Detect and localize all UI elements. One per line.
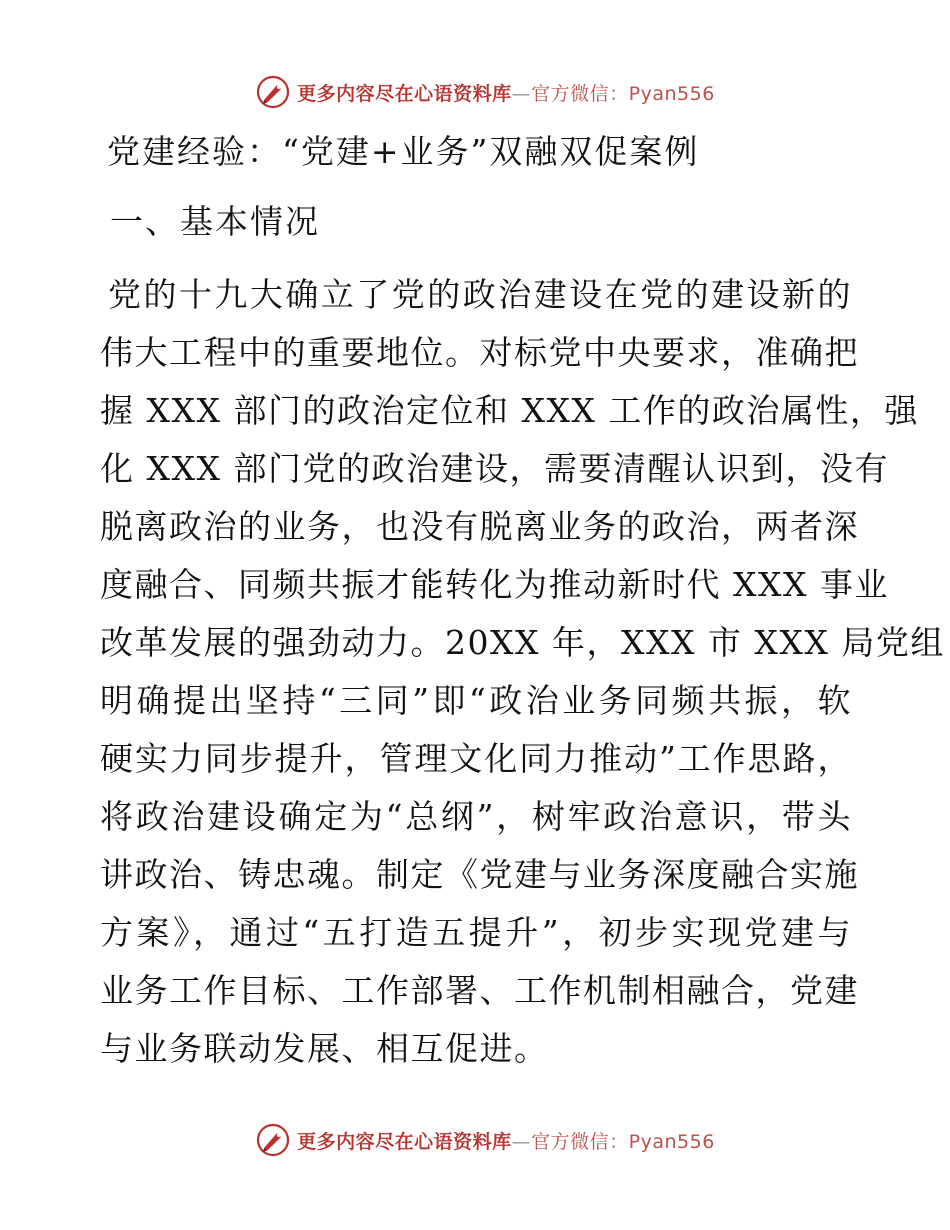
document-title: 党建经验：“党建+业务”双融双促案例 — [107, 132, 700, 171]
paragraph-line: 方案》，通过“五打造五提升”，初步实现党建与 — [100, 913, 852, 952]
pen-circle-logo-icon — [255, 1122, 291, 1158]
paragraph-line: 与业务联动发展、相互促进。 — [100, 1029, 549, 1068]
header-watermark — [0, 70, 950, 114]
paragraph-line: 改革发展的强劲动力。20XX 年，XXX 市 XXX 局党组 — [100, 623, 945, 662]
paragraph-line: 讲政治、铸忠魂。制定《党建与业务深度融合实施 — [100, 855, 859, 894]
paragraph-line: 化 XXX 部门党的政治建设，需要清醒认识到，没有 — [100, 449, 889, 488]
paragraph-line: 脱离政治的业务，也没有脱离业务的政治，两者深 — [100, 507, 859, 546]
section-heading: 一、基本情况 — [110, 202, 320, 241]
watermark-main-text: 更多内容尽在心语资料库 — [297, 82, 512, 105]
paragraph-line: 伟大工程中的重要地位。对标党中央要求，准确把 — [100, 333, 859, 372]
watermark-text — [297, 1127, 715, 1154]
paragraph-line: 硬实力同步提升，管理文化同力推动”工作思路， — [100, 739, 852, 778]
watermark-text — [297, 79, 715, 106]
paragraph-line: 党的十九大确立了党的政治建设在党的建设新的 — [108, 275, 852, 314]
watermark-main-text: 更多内容尽在心语资料库 — [297, 1130, 512, 1153]
watermark-dash: — — [511, 1130, 532, 1153]
watermark-dash: — — [511, 82, 532, 105]
paragraph-line: 业务工作目标、工作部署、工作机制相融合，党建 — [100, 971, 859, 1010]
body-paragraph — [100, 266, 945, 1078]
watermark-wechat-text: 官方微信：Pyan556 — [531, 1130, 715, 1153]
paragraph-line: 将政治建设确定为“总纲”，树牢政治意识，带头 — [100, 797, 852, 836]
paragraph-line: 握 XXX 部门的政治定位和 XXX 工作的政治属性，强 — [100, 391, 919, 430]
watermark-wechat-text: 官方微信：Pyan556 — [531, 82, 715, 105]
footer-watermark — [0, 1118, 950, 1162]
pen-circle-logo-icon — [255, 74, 291, 110]
watermark-group — [255, 1122, 715, 1158]
watermark-group — [255, 74, 715, 110]
paragraph-line: 度融合、同频共振才能转化为推动新时代 XXX 事业 — [100, 565, 889, 604]
paragraph-line: 明确提出坚持“三同”即“政治业务同频共振，软 — [100, 681, 852, 720]
